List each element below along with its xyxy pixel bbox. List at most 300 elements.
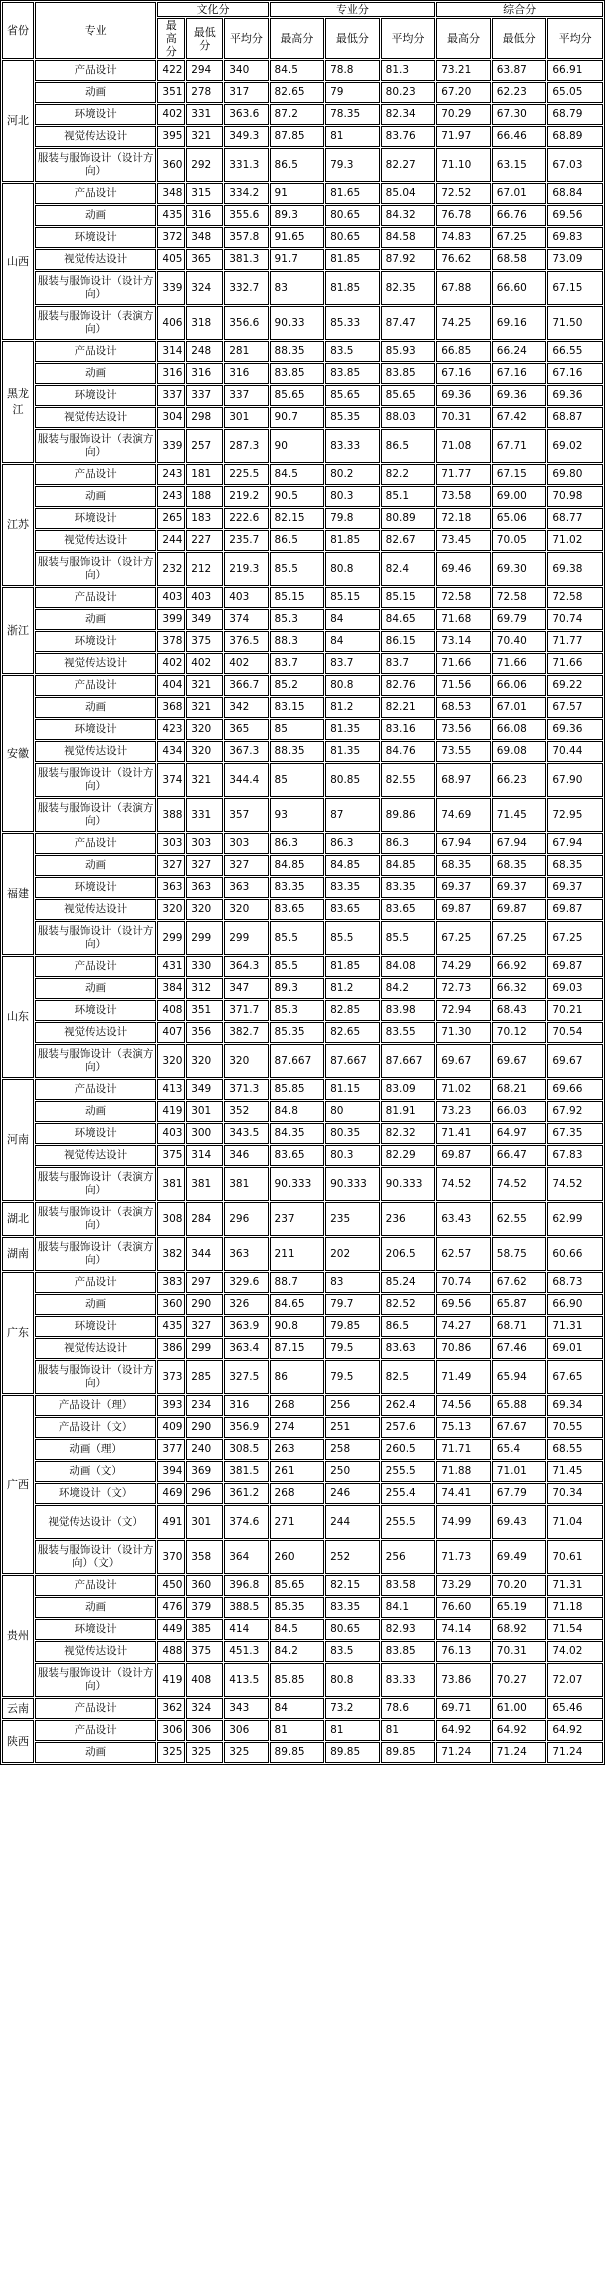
prof-max-cell: 85.5 [270, 552, 325, 586]
prof-min-cell: 79.3 [325, 148, 380, 182]
culture-max-cell: 419 [157, 1663, 185, 1697]
major-cell: 视觉传达设计 [35, 126, 156, 147]
comp-max-cell: 74.83 [436, 227, 491, 248]
culture-max-cell: 374 [157, 763, 185, 797]
table-row [2, 855, 603, 876]
comp-min-header: 最低分 [492, 18, 547, 59]
prof-avg-cell: 83.85 [381, 1641, 436, 1662]
prof-min-cell: 81.65 [325, 183, 380, 204]
comp-max-cell: 73.21 [436, 60, 491, 81]
table-row [2, 697, 603, 718]
culture-max-cell: 395 [157, 126, 185, 147]
culture-min-cell: 306 [186, 1720, 223, 1741]
prof-min-cell: 84 [325, 631, 380, 652]
comp-max-cell: 71.24 [436, 1742, 491, 1763]
comp-min-cell: 66.32 [492, 978, 547, 999]
comp-avg-cell: 67.90 [547, 763, 603, 797]
comp-avg-cell: 64.92 [547, 1720, 603, 1741]
culture-avg-cell: 222.6 [224, 508, 268, 529]
prof-max-cell: 84.5 [270, 464, 325, 485]
comp-max-cell: 69.46 [436, 552, 491, 586]
comp-min-cell: 67.15 [492, 464, 547, 485]
table-row [2, 609, 603, 630]
comp-avg-cell: 68.73 [547, 1272, 603, 1293]
composite-header: 综合分 [436, 2, 603, 17]
comp-max-cell: 67.88 [436, 271, 491, 305]
culture-min-cell: 181 [186, 464, 223, 485]
culture-min-cell: 301 [186, 1101, 223, 1122]
comp-max-cell: 73.29 [436, 1575, 491, 1596]
prof-min-cell: 79 [325, 82, 380, 103]
prof-max-cell: 83.15 [270, 697, 325, 718]
table-row [2, 1294, 603, 1315]
culture-min-cell: 321 [186, 697, 223, 718]
table-row [2, 741, 603, 762]
prof-max-cell: 82.15 [270, 508, 325, 529]
culture-min-cell: 349 [186, 1079, 223, 1100]
prof-avg-cell: 87.667 [381, 1044, 436, 1078]
major-cell: 产品设计 [35, 1272, 156, 1293]
comp-max-cell: 69.37 [436, 877, 491, 898]
major-cell: 服装与服饰设计（设计方向） [35, 148, 156, 182]
culture-avg-cell: 327.5 [224, 1360, 268, 1394]
comp-min-cell: 66.06 [492, 675, 547, 696]
culture-avg-header: 平均分 [224, 18, 268, 59]
major-cell: 服装与服饰设计（设计方向）（文） [35, 1540, 156, 1574]
prof-max-cell: 88.35 [270, 341, 325, 362]
comp-avg-cell: 71.50 [547, 306, 603, 340]
table-row [2, 126, 603, 147]
comp-min-cell: 66.03 [492, 1101, 547, 1122]
prof-avg-cell: 81.3 [381, 60, 436, 81]
comp-avg-cell: 68.55 [547, 1439, 603, 1460]
major-cell: 服装与服饰设计（设计方向） [35, 921, 156, 955]
culture-min-cell: 321 [186, 675, 223, 696]
comp-avg-cell: 72.07 [547, 1663, 603, 1697]
major-cell: 环境设计 [35, 227, 156, 248]
comp-max-cell: 75.13 [436, 1417, 491, 1438]
table-row [2, 1641, 603, 1662]
culture-max-cell: 351 [157, 82, 185, 103]
table-row [2, 1360, 603, 1394]
major-cell: 服装与服饰设计（表演方向） [35, 1044, 156, 1078]
comp-avg-cell: 69.66 [547, 1079, 603, 1100]
prof-min-cell: 73.2 [325, 1698, 380, 1719]
culture-min-cell: 316 [186, 363, 223, 384]
comp-min-cell: 69.79 [492, 609, 547, 630]
culture-min-cell: 240 [186, 1439, 223, 1460]
major-cell: 视觉传达设计 [35, 1145, 156, 1166]
culture-max-cell: 327 [157, 855, 185, 876]
major-cell: 环境设计 [35, 1619, 156, 1640]
comp-avg-cell: 71.31 [547, 1316, 603, 1337]
prof-avg-cell: 83.58 [381, 1575, 436, 1596]
prof-max-cell: 85.85 [270, 1663, 325, 1697]
table-row [2, 763, 603, 797]
comp-min-cell: 66.60 [492, 271, 547, 305]
culture-max-cell: 384 [157, 978, 185, 999]
comp-max-cell: 71.71 [436, 1439, 491, 1460]
culture-max-cell: 375 [157, 1145, 185, 1166]
table-row [2, 464, 603, 485]
prof-avg-cell: 85.24 [381, 1272, 436, 1293]
prof-avg-header: 平均分 [381, 18, 436, 59]
culture-min-cell: 290 [186, 1294, 223, 1315]
table-row [2, 1338, 603, 1359]
prof-avg-cell: 78.6 [381, 1698, 436, 1719]
comp-avg-cell: 74.52 [547, 1167, 603, 1201]
table-row [2, 1272, 603, 1293]
major-cell: 产品设计 [35, 1698, 156, 1719]
table-row [2, 1417, 603, 1438]
prof-max-cell: 87.85 [270, 126, 325, 147]
culture-avg-cell: 343.5 [224, 1123, 268, 1144]
prof-min-cell: 87.667 [325, 1044, 380, 1078]
comp-avg-cell: 68.79 [547, 104, 603, 125]
culture-avg-cell: 325 [224, 1742, 268, 1763]
prof-min-cell: 250 [325, 1461, 380, 1482]
comp-max-cell: 72.73 [436, 978, 491, 999]
province-cell: 江苏 [2, 464, 34, 586]
comp-max-cell: 76.60 [436, 1597, 491, 1618]
prof-min-cell: 89.85 [325, 1742, 380, 1763]
prof-avg-cell: 86.3 [381, 833, 436, 854]
prof-avg-cell: 86.5 [381, 429, 436, 463]
major-cell: 产品设计 [35, 341, 156, 362]
comp-min-cell: 70.40 [492, 631, 547, 652]
comp-avg-cell: 67.94 [547, 833, 603, 854]
major-header: 专业 [35, 2, 156, 59]
prof-avg-cell: 83.85 [381, 363, 436, 384]
prof-max-cell: 89.85 [270, 1742, 325, 1763]
culture-max-cell: 363 [157, 877, 185, 898]
comp-min-cell: 66.23 [492, 763, 547, 797]
major-cell: 服装与服饰设计（表演方向） [35, 1202, 156, 1236]
prof-avg-cell: 255.4 [381, 1483, 436, 1504]
comp-min-cell: 71.45 [492, 798, 547, 832]
prof-avg-cell: 84.08 [381, 956, 436, 977]
prof-max-cell: 211 [270, 1237, 325, 1271]
prof-max-cell: 85.3 [270, 1000, 325, 1021]
table-row [2, 877, 603, 898]
culture-max-cell: 244 [157, 530, 185, 551]
prof-min-cell: 202 [325, 1237, 380, 1271]
culture-max-cell: 372 [157, 227, 185, 248]
prof-min-cell: 81.2 [325, 978, 380, 999]
comp-avg-cell: 66.90 [547, 1294, 603, 1315]
comp-max-cell: 67.20 [436, 82, 491, 103]
prof-max-cell: 274 [270, 1417, 325, 1438]
comp-avg-cell: 68.77 [547, 508, 603, 529]
prof-max-cell: 91 [270, 183, 325, 204]
prof-max-cell: 83 [270, 271, 325, 305]
comp-avg-cell: 69.34 [547, 1395, 603, 1416]
table-row [2, 407, 603, 428]
comp-avg-cell: 69.87 [547, 956, 603, 977]
prof-max-cell: 88.35 [270, 741, 325, 762]
culture-max-cell: 408 [157, 1000, 185, 1021]
culture-max-cell: 491 [157, 1505, 185, 1539]
table-row [2, 1044, 603, 1078]
major-cell: 服装与服饰设计（设计方向） [35, 1663, 156, 1697]
prof-max-cell: 81 [270, 1720, 325, 1741]
table-row [2, 104, 603, 125]
comp-max-cell: 71.77 [436, 464, 491, 485]
prof-avg-cell: 82.21 [381, 697, 436, 718]
table-row [2, 1663, 603, 1697]
comp-max-cell: 71.97 [436, 126, 491, 147]
comp-max-cell: 71.73 [436, 1540, 491, 1574]
table-row [2, 1316, 603, 1337]
prof-min-cell: 85.15 [325, 587, 380, 608]
table-row [2, 341, 603, 362]
prof-avg-cell: 85.1 [381, 486, 436, 507]
prof-avg-cell: 84.32 [381, 205, 436, 226]
comp-max-cell: 72.18 [436, 508, 491, 529]
culture-header: 文化分 [157, 2, 268, 17]
culture-min-cell: 312 [186, 978, 223, 999]
comp-min-cell: 66.46 [492, 126, 547, 147]
culture-min-cell: 321 [186, 126, 223, 147]
prof-min-header: 最低分 [325, 18, 380, 59]
prof-avg-cell: 83.35 [381, 877, 436, 898]
culture-max-cell: 403 [157, 1123, 185, 1144]
culture-max-cell: 299 [157, 921, 185, 955]
culture-max-cell: 394 [157, 1461, 185, 1482]
table-row [2, 530, 603, 551]
culture-avg-cell: 367.3 [224, 741, 268, 762]
major-cell: 产品设计 [35, 1720, 156, 1741]
culture-avg-cell: 355.6 [224, 205, 268, 226]
major-cell: 动画 [35, 82, 156, 103]
comp-avg-cell: 67.92 [547, 1101, 603, 1122]
prof-avg-cell: 89.85 [381, 1742, 436, 1763]
comp-avg-cell: 71.18 [547, 1597, 603, 1618]
comp-min-cell: 70.12 [492, 1022, 547, 1043]
table-row [2, 631, 603, 652]
culture-min-cell: 320 [186, 719, 223, 740]
prof-min-cell: 82.15 [325, 1575, 380, 1596]
comp-max-cell: 64.92 [436, 1720, 491, 1741]
prof-min-cell: 83.65 [325, 899, 380, 920]
prof-min-cell: 81.85 [325, 249, 380, 270]
comp-max-cell: 68.53 [436, 697, 491, 718]
prof-min-cell: 235 [325, 1202, 380, 1236]
comp-min-cell: 69.43 [492, 1505, 547, 1539]
culture-avg-cell: 346 [224, 1145, 268, 1166]
culture-min-cell: 349 [186, 609, 223, 630]
comp-avg-cell: 67.15 [547, 271, 603, 305]
prof-max-cell: 268 [270, 1483, 325, 1504]
prof-max-cell: 90.5 [270, 486, 325, 507]
comp-min-cell: 67.01 [492, 697, 547, 718]
culture-avg-cell: 376.5 [224, 631, 268, 652]
culture-avg-cell: 371.7 [224, 1000, 268, 1021]
culture-avg-cell: 364 [224, 1540, 268, 1574]
comp-avg-cell: 67.25 [547, 921, 603, 955]
prof-min-cell: 80.85 [325, 763, 380, 797]
culture-min-cell: 324 [186, 1698, 223, 1719]
comp-min-cell: 69.87 [492, 899, 547, 920]
comp-min-cell: 69.08 [492, 741, 547, 762]
comp-min-cell: 68.21 [492, 1079, 547, 1100]
prof-avg-cell: 83.98 [381, 1000, 436, 1021]
prof-max-cell: 86.5 [270, 148, 325, 182]
prof-min-cell: 83.5 [325, 1641, 380, 1662]
culture-min-cell: 284 [186, 1202, 223, 1236]
culture-avg-cell: 317 [224, 82, 268, 103]
culture-max-cell: 306 [157, 1720, 185, 1741]
prof-min-cell: 82.85 [325, 1000, 380, 1021]
comp-avg-cell: 67.03 [547, 148, 603, 182]
table-row [2, 82, 603, 103]
culture-max-cell: 368 [157, 697, 185, 718]
culture-avg-cell: 381 [224, 1167, 268, 1201]
comp-max-cell: 74.99 [436, 1505, 491, 1539]
major-cell: 动画 [35, 978, 156, 999]
table-row [2, 1575, 603, 1596]
comp-avg-cell: 70.55 [547, 1417, 603, 1438]
prof-avg-cell: 84.2 [381, 978, 436, 999]
header-row-groups [2, 2, 603, 17]
comp-avg-cell: 67.83 [547, 1145, 603, 1166]
prof-avg-cell: 82.67 [381, 530, 436, 551]
table-row [2, 1698, 603, 1719]
culture-min-cell: 292 [186, 148, 223, 182]
major-cell: 视觉传达设计 [35, 249, 156, 270]
professional-header: 专业分 [270, 2, 436, 17]
table-row [2, 675, 603, 696]
comp-avg-cell: 70.61 [547, 1540, 603, 1574]
major-cell: 动画 [35, 486, 156, 507]
comp-avg-cell: 69.22 [547, 675, 603, 696]
culture-max-cell: 314 [157, 341, 185, 362]
comp-avg-cell: 69.37 [547, 877, 603, 898]
culture-avg-cell: 219.2 [224, 486, 268, 507]
culture-avg-cell: 219.3 [224, 552, 268, 586]
culture-min-cell: 381 [186, 1167, 223, 1201]
comp-avg-cell: 69.67 [547, 1044, 603, 1078]
culture-min-cell: 320 [186, 899, 223, 920]
culture-min-cell: 298 [186, 407, 223, 428]
comp-avg-cell: 71.02 [547, 530, 603, 551]
table-row [2, 1439, 603, 1460]
prof-min-cell: 80 [325, 1101, 380, 1122]
comp-avg-cell: 72.58 [547, 587, 603, 608]
culture-min-cell: 351 [186, 1000, 223, 1021]
major-cell: 产品设计 [35, 587, 156, 608]
major-cell: 产品设计 [35, 675, 156, 696]
comp-max-cell: 72.58 [436, 587, 491, 608]
culture-max-cell: 450 [157, 1575, 185, 1596]
prof-min-cell: 246 [325, 1483, 380, 1504]
table-row [2, 833, 603, 854]
culture-avg-cell: 347 [224, 978, 268, 999]
comp-max-cell: 74.69 [436, 798, 491, 832]
culture-max-cell: 434 [157, 741, 185, 762]
comp-max-cell: 69.87 [436, 1145, 491, 1166]
comp-min-cell: 71.24 [492, 1742, 547, 1763]
culture-min-cell: 365 [186, 249, 223, 270]
prof-max-cell: 85.15 [270, 587, 325, 608]
comp-min-cell: 65.94 [492, 1360, 547, 1394]
prof-max-cell: 85.35 [270, 1022, 325, 1043]
culture-max-cell: 476 [157, 1597, 185, 1618]
culture-max-cell: 308 [157, 1202, 185, 1236]
prof-max-cell: 84.35 [270, 1123, 325, 1144]
prof-max-cell: 85.5 [270, 956, 325, 977]
table-row [2, 429, 603, 463]
major-cell: 服装与服饰设计（表演方向） [35, 306, 156, 340]
culture-avg-cell: 403 [224, 587, 268, 608]
table-row [2, 978, 603, 999]
culture-min-cell: 344 [186, 1237, 223, 1271]
culture-max-cell: 232 [157, 552, 185, 586]
culture-min-cell: 303 [186, 833, 223, 854]
prof-max-cell: 84.8 [270, 1101, 325, 1122]
prof-max-cell: 260 [270, 1540, 325, 1574]
major-cell: 产品设计 [35, 956, 156, 977]
culture-min-cell: 337 [186, 385, 223, 406]
culture-avg-cell: 349.3 [224, 126, 268, 147]
culture-max-cell: 469 [157, 1483, 185, 1504]
comp-min-cell: 68.58 [492, 249, 547, 270]
prof-min-cell: 83.35 [325, 877, 380, 898]
table-row [2, 1619, 603, 1640]
prof-avg-cell: 82.32 [381, 1123, 436, 1144]
major-cell: 环境设计 [35, 1000, 156, 1021]
prof-max-cell: 263 [270, 1439, 325, 1460]
table-row [2, 1461, 603, 1482]
culture-max-cell: 422 [157, 60, 185, 81]
comp-min-cell: 67.16 [492, 363, 547, 384]
comp-max-cell: 71.68 [436, 609, 491, 630]
comp-min-cell: 69.49 [492, 1540, 547, 1574]
comp-avg-cell: 69.36 [547, 385, 603, 406]
comp-max-cell: 71.41 [436, 1123, 491, 1144]
culture-avg-cell: 382.7 [224, 1022, 268, 1043]
major-cell: 视觉传达设计 [35, 1641, 156, 1662]
comp-min-cell: 63.15 [492, 148, 547, 182]
prof-min-cell: 80.2 [325, 464, 380, 485]
comp-avg-cell: 69.36 [547, 719, 603, 740]
major-cell: 服装与服饰设计（表演方向） [35, 1237, 156, 1271]
comp-max-cell: 71.30 [436, 1022, 491, 1043]
prof-max-cell: 86.3 [270, 833, 325, 854]
major-cell: 服装与服饰设计（表演方向） [35, 798, 156, 832]
comp-max-cell: 70.29 [436, 104, 491, 125]
province-cell: 广东 [2, 1272, 34, 1394]
table-row [2, 227, 603, 248]
comp-max-cell: 74.52 [436, 1167, 491, 1201]
prof-avg-cell: 81 [381, 1720, 436, 1741]
culture-avg-cell: 402 [224, 653, 268, 674]
comp-max-cell: 71.56 [436, 675, 491, 696]
major-cell: 视觉传达设计 [35, 741, 156, 762]
comp-avg-cell: 70.74 [547, 609, 603, 630]
comp-min-cell: 58.75 [492, 1237, 547, 1271]
comp-min-cell: 70.27 [492, 1663, 547, 1697]
prof-avg-cell: 83.09 [381, 1079, 436, 1100]
prof-min-cell: 80.65 [325, 1619, 380, 1640]
province-cell: 河北 [2, 60, 34, 182]
table-row [2, 1000, 603, 1021]
culture-max-cell: 386 [157, 1338, 185, 1359]
table-row [2, 1720, 603, 1741]
culture-min-cell: 285 [186, 1360, 223, 1394]
prof-max-cell: 85.5 [270, 921, 325, 955]
prof-min-cell: 256 [325, 1395, 380, 1416]
